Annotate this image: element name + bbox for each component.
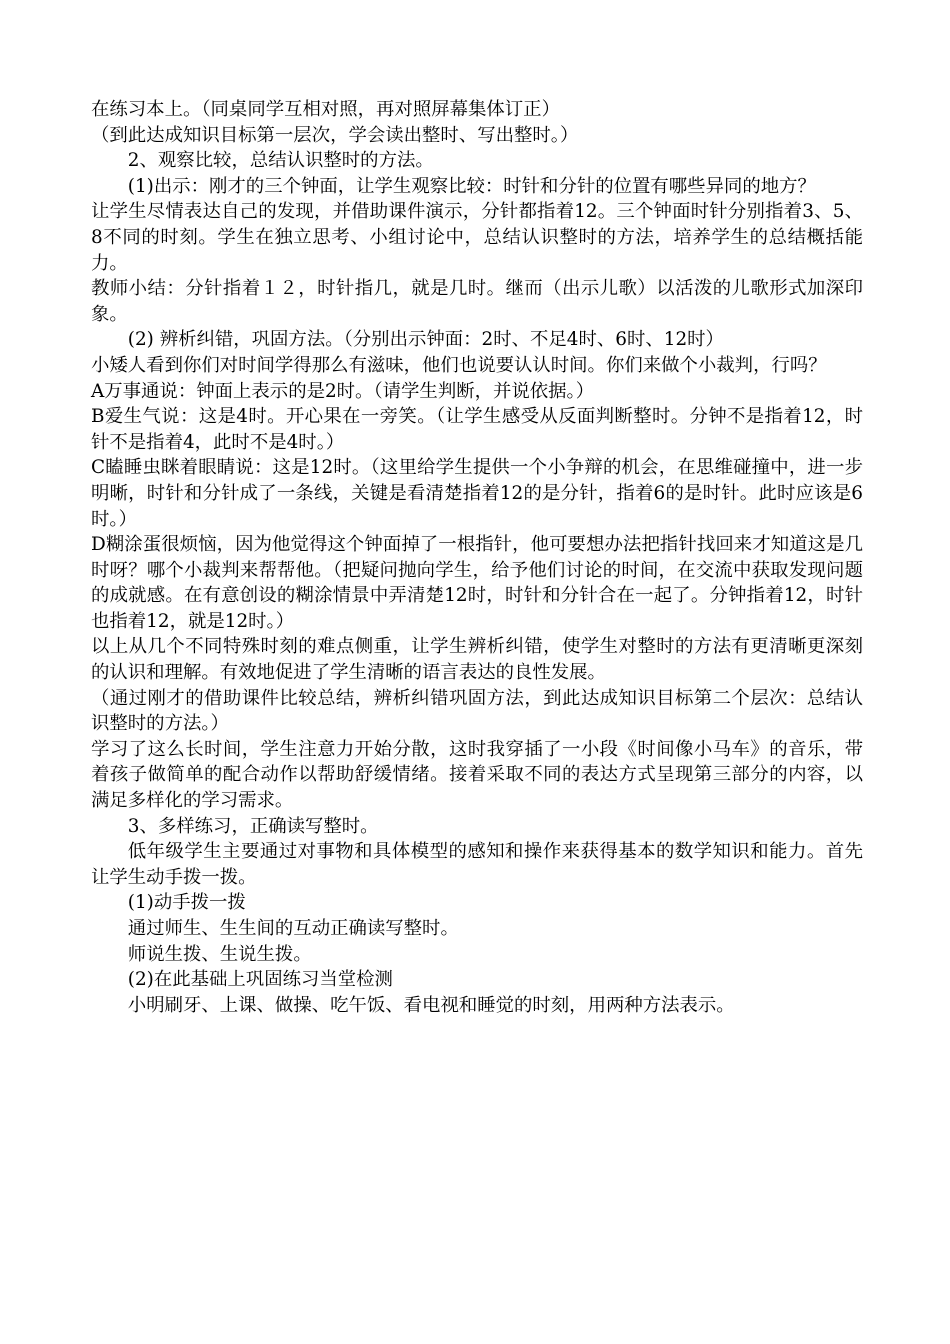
paragraph-14: （通过刚才的借助课件比较总结，辨析纠错巩固方法，到此达成知识目标第二个层次：总结认识整时的方法。） — [91, 687, 863, 735]
paragraph-22: 小明刷牙、上课、做操、吃午饭、看电视和睡觉的时刻，用两种方法表示。 — [127, 994, 735, 1016]
paragraph-20: 师说生拨、生说生拨。 — [127, 943, 312, 965]
paragraph-12: D糊涂蛋很烦恼，因为他觉得这个钟面掉了一根指针，他可要想办法把指针找回来才知道这是几时呀？哪个小裁判来帮帮他。（把疑问抛向学生，给予他们讨论的时间，在交流中获取发现问题的成就感。在有意创设的糊涂情景中弄清楚12时，时针和分针合在一起了。分钟指着12，时针也指着12，就是12时。） — [91, 534, 863, 632]
paragraph-1: 在练习本上。（同桌同学互相对照，再对照屏幕集体订正） — [91, 99, 560, 120]
paragraph-7: (2) 辨析纠错，巩固方法。（分别出示钟面：2时、不足4时、6时、12时） — [127, 329, 724, 351]
paragraph-10: B爱生气说：这是4时。开心果在一旁笑。（让学生感受从反面判断整时。分钟不是指着12，时针不是指着4，此时不是4时。） — [91, 406, 863, 453]
paragraph-19: 通过师生、生生间的互动正确读写整时。 — [127, 918, 459, 939]
paragraph-11: C瞌睡虫眯着眼睛说：这是12时。（这里给学生提供一个小争辩的机会，在思维碰撞中，进一步明晰，时针和分针成了一条线，关键是看清楚指着12的是分针，指着6的是时针。此时应该是6时。） — [91, 457, 863, 530]
paragraph-5: 让学生尽情表达自己的发现，并借助课件演示，分针都指着12。三个钟面时针分别指着3、5、8不同的时刻。学生在独立思考、小组讨论中，总结认识整时的方法，培养学生的总结概括能力。 — [91, 201, 863, 274]
paragraph-6: 教师小结：分针指着１２，时针指几，就是几时。继而（出示儿歌）以活泼的儿歌形式加深印象。 — [91, 278, 863, 325]
document-page — [91, 97, 863, 1018]
paragraph-21: (2)在此基础上巩固练习当堂检测 — [127, 969, 393, 991]
paragraph-15: 学习了这么长时间，学生注意力开始分散，这时我穿插了一小段《时间像小马车》的音乐，带着孩子做简单的配合动作以帮助舒缓情绪。接着采取不同的表达方式呈现第三部分的内容，以满足多样化的学习需求。 — [91, 738, 863, 812]
section-heading-3: 3、多样练习，正确读写整时。 — [127, 815, 379, 837]
paragraph-8: 小矮人看到你们对时间学得那么有滋味，他们也说要认认时间。你们来做个小裁判，行吗？ — [91, 354, 827, 376]
paragraph-4: (1)出示：刚才的三个钟面，让学生观察比较：时针和分针的位置有哪些异同的地方？ — [127, 175, 816, 197]
paragraph-18: (1)动手拨一拨 — [127, 892, 246, 914]
paragraph-17: 低年级学生主要通过对事物和具体模型的感知和操作来获得基本的数学知识和能力。首先让学生动手拨一拨。 — [91, 841, 863, 888]
paragraph-13: 以上从几个不同特殊时刻的难点侧重，让学生辨析纠错，使学生对整时的方法有更清晰更深刻的认识和理解。有效地促进了学生清晰的语言表达的良性发展。 — [91, 636, 863, 684]
paragraph-2: （到此达成知识目标第一层次，学会读出整时、写出整时。） — [91, 124, 579, 146]
paragraph-9: A万事通说：钟面上表示的是2时。（请学生判断，并说依据。） — [91, 380, 595, 402]
section-heading-2: 2、观察比较，总结认识整时的方法。 — [127, 150, 434, 172]
